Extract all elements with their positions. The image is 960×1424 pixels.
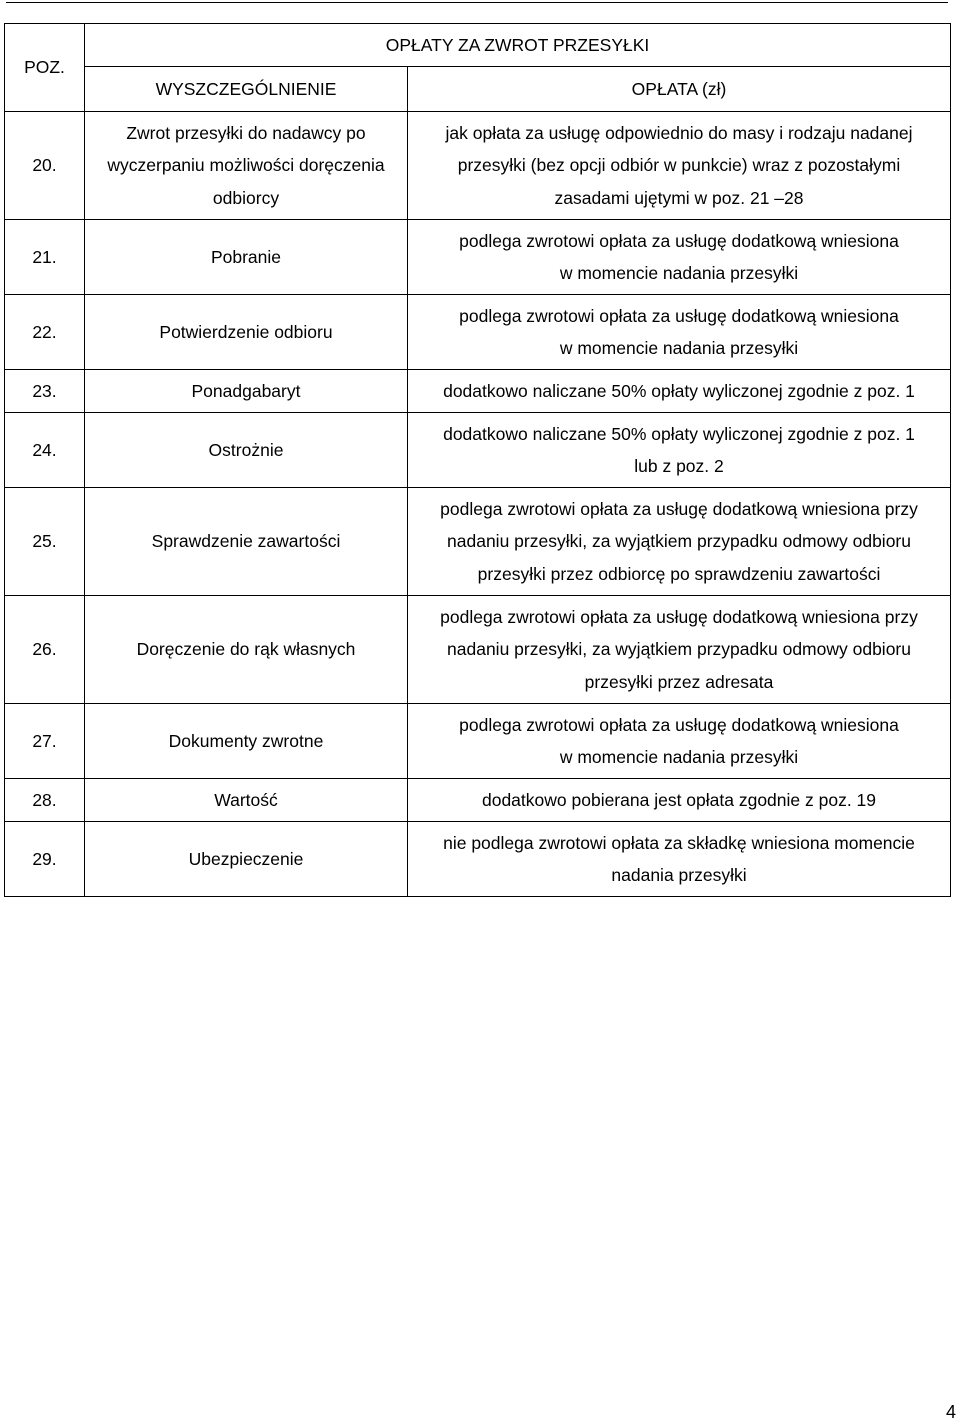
fee-line: podlega zwrotowi opłata za usługę dodatkową wniesiona: [459, 230, 899, 251]
header-poz: POZ.: [5, 24, 85, 112]
row-poz: 20.: [5, 112, 85, 220]
table-row: [5, 295, 951, 370]
row-description: [85, 704, 408, 779]
description-line: Wartość: [214, 789, 278, 810]
row-fee: [408, 413, 951, 488]
header-row-2: [5, 67, 951, 112]
fee-line: w momencie nadania przesyłki: [559, 747, 799, 767]
row-fee: [408, 704, 951, 779]
fee-line: przesyłki (bez opcji odbiór w punkcie) wraz z pozostałymi: [457, 155, 901, 176]
fee-line: podlega zwrotowi opłata za usługę dodatkową wniesiona przy: [440, 498, 918, 519]
fee-line: przesyłki przez odbiorcę po sprawdzeniu zawartości: [477, 563, 881, 584]
row-fee: [408, 822, 951, 897]
row-description: [85, 488, 408, 596]
page-number: 4: [945, 1402, 956, 1422]
row-description: [85, 779, 408, 822]
fees-table: [4, 23, 951, 897]
table-row: [5, 488, 951, 596]
row-description: [85, 112, 408, 220]
row-fee: [408, 220, 951, 295]
top-rule: [6, 2, 948, 3]
fee-line: podlega zwrotowi opłata za usługę dodatkową wniesiona przy: [440, 606, 918, 627]
row-fee: [408, 295, 951, 370]
description-line: odbiorcy: [212, 187, 280, 208]
table-title: OPŁATY ZA ZWROT PRZESYŁKI: [85, 24, 951, 67]
row-poz: 22.: [5, 295, 85, 370]
row-description: [85, 596, 408, 704]
description-line: Doręczenie do rąk własnych: [136, 639, 356, 660]
row-poz: 23.: [5, 370, 85, 413]
row-fee: [408, 488, 951, 596]
table-row: [5, 220, 951, 295]
fee-line: dodatkowo naliczane 50% opłaty wyliczonej zgodnie z poz. 1: [443, 380, 915, 401]
fee-line: dodatkowo naliczane 50% opłaty wyliczonej zgodnie z poz. 1: [443, 423, 915, 444]
row-description: [85, 413, 408, 488]
fee-line: nadaniu przesyłki, za wyjątkiem przypadku odmowy odbioru: [447, 639, 911, 660]
row-fee: [408, 779, 951, 822]
description-line: Sprawdzenie zawartości: [151, 531, 341, 552]
row-poz: 27.: [5, 704, 85, 779]
table-row: [5, 779, 951, 822]
fee-line: w momencie nadania przesyłki: [559, 338, 799, 358]
row-description: [85, 822, 408, 897]
row-poz: 28.: [5, 779, 85, 822]
fee-line: nadaniu przesyłki, za wyjątkiem przypadku odmowy odbioru: [447, 531, 911, 552]
description-line: wyczerpaniu możliwości doręczenia: [107, 155, 385, 176]
fee-line: jak opłata za usługę odpowiednio do masy i rodzaju nadanej: [445, 122, 913, 143]
row-description: [85, 295, 408, 370]
fee-line: zasadami ujętymi w poz. 21 –28: [554, 187, 804, 208]
row-poz: 21.: [5, 220, 85, 295]
header-fee: OPŁATA (zł): [408, 67, 951, 112]
table-row: [5, 596, 951, 704]
row-poz: 29.: [5, 822, 85, 897]
row-description: [85, 370, 408, 413]
fee-line: podlega zwrotowi opłata za usługę dodatkową wniesiona: [459, 714, 899, 735]
fee-line: przesyłki przez adresata: [584, 671, 774, 692]
row-poz: 25.: [5, 488, 85, 596]
row-poz: 26.: [5, 596, 85, 704]
description-line: Zwrot przesyłki do nadawcy po: [126, 122, 366, 143]
header-row-1: [5, 24, 951, 67]
row-description: [85, 220, 408, 295]
header-description: WYSZCZEGÓLNIENIE: [85, 67, 408, 112]
table-row: [5, 370, 951, 413]
table-row: [5, 413, 951, 488]
fee-line: w momencie nadania przesyłki: [559, 263, 799, 283]
fee-line: nie podlega zwrotowi opłata za składkę wniesiona momencie: [443, 832, 915, 853]
description-line: Potwierdzenie odbioru: [159, 321, 333, 342]
table-row: [5, 704, 951, 779]
fee-line: dodatkowo pobierana jest opłata zgodnie z poz. 19: [481, 789, 877, 810]
table-row: [5, 822, 951, 897]
description-line: Pobranie: [210, 246, 282, 267]
row-poz: 24.: [5, 413, 85, 488]
description-line: Ponadgabaryt: [191, 380, 301, 401]
row-fee: [408, 112, 951, 220]
row-fee: [408, 596, 951, 704]
description-line: Dokumenty zwrotne: [168, 730, 324, 751]
fee-line: nadania przesyłki: [611, 865, 747, 885]
description-line: Ubezpieczenie: [188, 848, 304, 869]
table-row: [5, 112, 951, 220]
row-fee: [408, 370, 951, 413]
fee-line: lub z poz. 2: [634, 456, 724, 476]
fee-line: podlega zwrotowi opłata za usługę dodatkową wniesiona: [459, 305, 899, 326]
description-line: Ostrożnie: [208, 439, 284, 460]
